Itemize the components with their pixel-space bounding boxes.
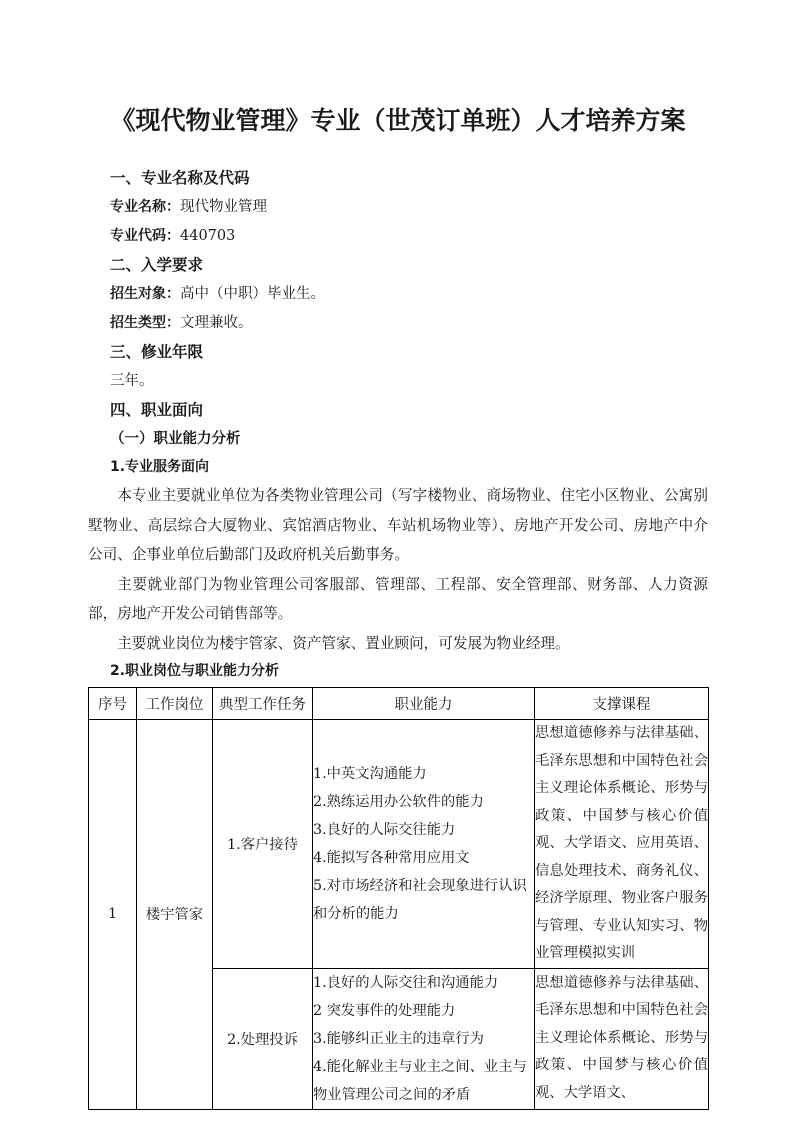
subsection-heading-service-scope: 1.专业服务面向 [110, 459, 210, 475]
study-years-value: 三年。 [110, 373, 154, 389]
section-heading-4: 四、职业面向 [110, 401, 204, 419]
cell-task-1: 1.客户接待 [213, 720, 313, 969]
section-heading-2: 二、入学要求 [110, 256, 204, 274]
enroll-target-line [88, 280, 708, 309]
cell-courses-2: 思想道德修养与法律基础、毛泽东思想和中国特色社会主义理论体系概论、形势与政策、中国梦与核心价值观、大学语文、 [535, 968, 709, 1109]
paragraph-employers: 本专业主要就业单位为各类物业管理公司（写字楼物业、商场物业、住宅小区物业、公寓别墅物业、高层综合大厦物业、宾馆酒店物业、车站机场物业等）、房地产开发公司、房地产中介公司、企事业单位后勤部门及政府机关后勤事务。 [88, 487, 708, 563]
skill-item: 1.良好的人际交往和沟通能力 [313, 974, 499, 991]
page-title: 《现代物业管理》专业（世茂订单班）人才培养方案 [110, 106, 686, 135]
cell-skills-2 [313, 968, 535, 1109]
skill-item: 4.能化解业主与业主之间、业主与物业管理公司之间的矛盾 [313, 1058, 527, 1103]
cell-skills-1 [313, 720, 535, 969]
enroll-type-line [88, 309, 708, 338]
skill-item: 5.对市场经济和社会现象进行认识和分析的能力 [313, 877, 527, 922]
paragraph-departments: 主要就业部门为物业管理公司客服部、管理部、工程部、安全管理部、财务部、人力资源部，房地产开发公司销售部等。 [88, 575, 708, 622]
page-content [88, 104, 708, 1110]
table-header-task: 典型工作任务 [213, 688, 313, 720]
cell-task-2: 2.处理投诉 [213, 968, 313, 1109]
major-code-value: 440703 [180, 228, 236, 244]
skill-item: 3.良好的人际交往能力 [313, 821, 456, 838]
section-heading-1: 一、专业名称及代码 [110, 169, 250, 187]
skill-item: 1.中英文沟通能力 [313, 765, 427, 782]
job-ability-table [88, 687, 709, 1110]
skill-item: 2.熟练运用办公软件的能力 [313, 793, 484, 810]
major-name-label: 专业名称： [110, 199, 180, 215]
table-header-skill: 职业能力 [313, 688, 535, 720]
enroll-target-label: 招生对象： [110, 286, 180, 302]
section-heading-3: 三、修业年限 [110, 343, 204, 361]
table-header-row [89, 688, 709, 720]
cell-serial-no: 1 [89, 720, 137, 1110]
paragraph-positions: 主要就业岗位为楼宇管家、资产管家、置业顾问，可发展为物业经理。 [117, 634, 570, 652]
enroll-target-value: 高中（中职）毕业生。 [180, 286, 325, 302]
subsection-heading-job-analysis: 2.职业岗位与职业能力分析 [110, 663, 280, 679]
cell-job-post: 楼宇管家 [137, 720, 213, 1110]
skill-item: 3.能够纠正业主的违章行为 [313, 1030, 484, 1047]
skill-item: 4.能拟写各种常用应用文 [313, 849, 470, 866]
table-header-post: 工作岗位 [137, 688, 213, 720]
enroll-type-value: 文理兼收。 [180, 315, 253, 331]
major-code-label: 专业代码： [110, 228, 180, 244]
major-code-line [88, 222, 708, 251]
table-header-course: 支撑课程 [535, 688, 709, 720]
table-row [89, 720, 709, 969]
major-name-line [88, 193, 708, 222]
subsection-heading-career-ability: （一）职业能力分析 [110, 431, 241, 447]
cell-courses-1: 思想道德修养与法律基础、毛泽东思想和中国特色社会主义理论体系概论、形势与政策、中国梦与核心价值观、大学语文、应用英语、信息处理技术、商务礼仪、经济学原理、物业客户服务与管理、专业认知实习、物业管理模拟实训 [535, 720, 709, 969]
table-header-no: 序号 [89, 688, 137, 720]
major-name-value: 现代物业管理 [180, 199, 267, 215]
skill-item: 2 突发事件的处理能力 [313, 1002, 456, 1019]
enroll-type-label: 招生类型： [110, 315, 180, 331]
